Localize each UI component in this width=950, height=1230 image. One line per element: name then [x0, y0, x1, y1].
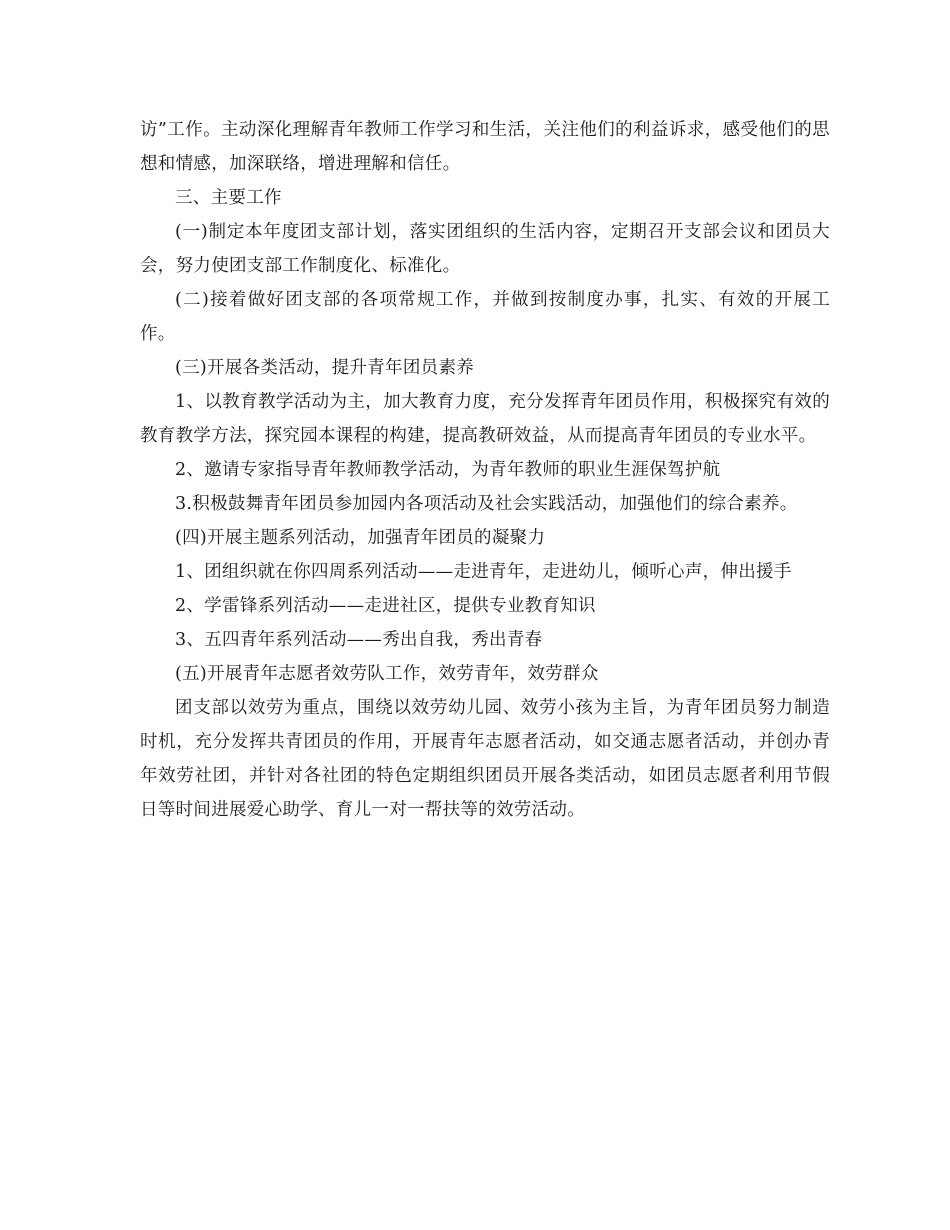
list-item-3-2: 2、邀请专家指导青年教师教学活动，为青年教师的职业生涯保驾护航 — [175, 460, 721, 480]
paragraph-item-1: (一)制定本年度团支部计划，落实团组织的生活内容，定期召开支部会议和团员大会，努力使团支部工作制度化、标准化。 — [140, 222, 830, 276]
subheading-item-5: (五)开展青年志愿者效劳队工作，效劳青年，效劳群众 — [175, 664, 599, 684]
list-item-4-1: 1、团组织就在你四周系列活动——走进青年，走进幼儿，倾听心声，伸出援手 — [175, 562, 792, 582]
paragraph-item-2: (二)接着做好团支部的各项常规工作，并做到按制度办事，扎实、有效的开展工作。 — [140, 290, 830, 344]
section-heading-main-work: 三、主要工作 — [175, 188, 282, 208]
paragraph-1: 访”工作。主动深化理解青年教师工作学习和生活，关注他们的利益诉求，感受他们的思想和情感，加深联络，增进理解和信任。 — [140, 120, 830, 174]
paragraph-item-5-body: 团支部以效劳为重点，围绕以效劳幼儿园、效劳小孩为主旨，为青年团员努力制造时机，充分发挥共青团员的作用，开展青年志愿者活动，如交通志愿者活动，并创办青年效劳社团，并针对各社团的特色定期组织团员开展各类活动，如团员志愿者利用节假日等时间进展爱心助学、育儿一对一帮扶等的效劳活动。 — [140, 698, 830, 820]
list-item-3-3: 3.积极鼓舞青年团员参加园内各项活动及社会实践活动，加强他们的综合素养。 — [175, 494, 798, 514]
subheading-item-4: (四)开展主题系列活动，加强青年团员的凝聚力 — [175, 528, 546, 548]
list-item-3-1: 1、以教育教学活动为主，加大教育力度，充分发挥青年团员作用，积极探究有效的教育教学方法，探究园本课程的构建，提高教研效益，从而提高青年团员的专业水平。 — [140, 392, 830, 446]
list-item-4-2: 2、学雷锋系列活动——走进社区，提供专业教育知识 — [175, 596, 596, 616]
list-item-4-3: 3、五四青年系列活动——秀出自我，秀出青春 — [175, 630, 543, 650]
subheading-item-3: (三)开展各类活动，提升青年团员素养 — [175, 358, 475, 378]
document-body — [140, 113, 830, 827]
